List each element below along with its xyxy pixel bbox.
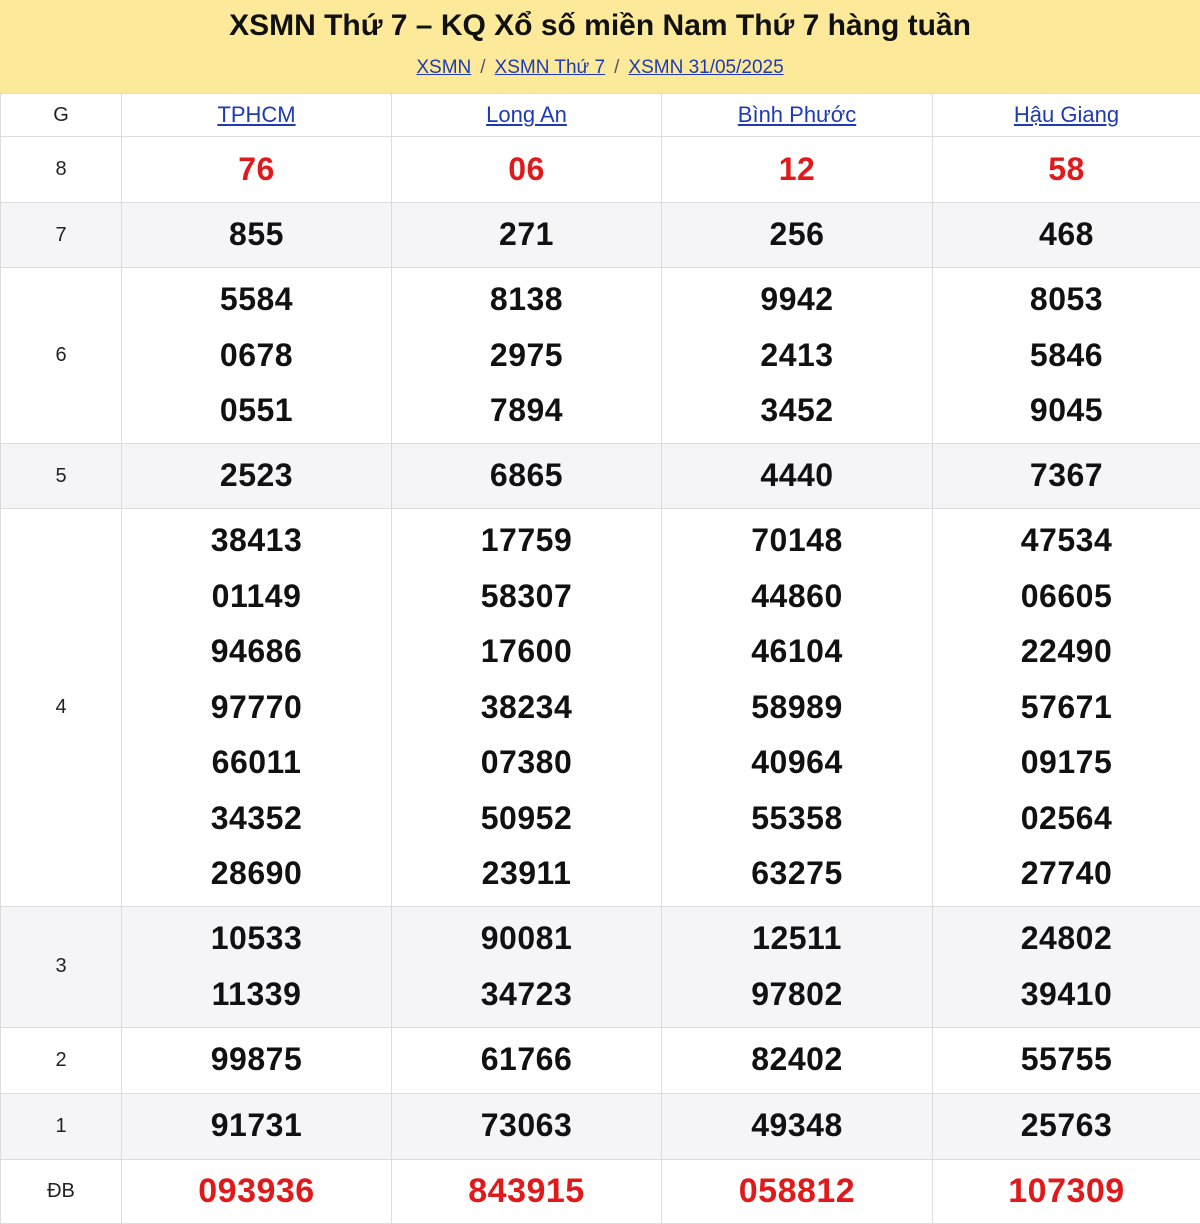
results-table (0, 93, 1200, 1224)
prize-row (1, 1027, 1200, 1093)
prize-row (1, 509, 1200, 907)
prize-number: 34352 (122, 791, 391, 847)
result-cell (122, 1093, 392, 1159)
prize-number: 11339 (122, 967, 391, 1023)
prize-number: 02564 (933, 791, 1200, 847)
prize-number: 24802 (933, 911, 1200, 967)
prize-number: 3452 (662, 383, 932, 439)
prize-number: 39410 (933, 967, 1200, 1023)
result-cell (122, 1027, 392, 1093)
prize-number: 23911 (392, 846, 661, 902)
prize-number: 82402 (662, 1032, 932, 1088)
prize-number: 55358 (662, 791, 932, 847)
prize-number: 7894 (392, 383, 661, 439)
prize-number: 17759 (392, 513, 661, 569)
prize-number: 38413 (122, 513, 391, 569)
prize-number: 44860 (662, 569, 932, 625)
result-cell (392, 268, 662, 444)
result-cell (122, 203, 392, 268)
prize-number: 855 (122, 207, 391, 263)
page-title: XSMN Thứ 7 – KQ Xổ số miền Nam Thứ 7 hàng tuần (0, 8, 1200, 44)
result-cell (933, 1027, 1200, 1093)
province-header (392, 94, 662, 137)
prize-number: 2413 (662, 328, 932, 384)
page-header (0, 0, 1200, 93)
prize-row (1, 268, 1200, 444)
prize-number: 58 (933, 142, 1200, 198)
prize-row (1, 137, 1200, 203)
prize-number: 8053 (933, 272, 1200, 328)
prize-column-header: G (1, 94, 122, 137)
prize-number: 271 (392, 207, 661, 263)
prize-number: 99875 (122, 1032, 391, 1088)
prize-number: 10533 (122, 911, 391, 967)
prize-number: 34723 (392, 967, 661, 1023)
prize-number: 2523 (122, 448, 391, 504)
prize-number: 6865 (392, 448, 661, 504)
prize-table-body (1, 137, 1200, 1224)
result-cell (392, 203, 662, 268)
prize-label: 2 (1, 1027, 122, 1093)
special-prize-number: 107309 (933, 1164, 1200, 1220)
special-prize-number: 843915 (392, 1164, 661, 1220)
prize-number: 46104 (662, 624, 932, 680)
prize-label: ĐB (1, 1159, 122, 1224)
prize-number: 9942 (662, 272, 932, 328)
prize-number: 09175 (933, 735, 1200, 791)
prize-number: 50952 (392, 791, 661, 847)
result-cell (662, 1093, 933, 1159)
breadcrumb-separator: / (480, 57, 485, 78)
result-cell (392, 1027, 662, 1093)
prize-number: 17600 (392, 624, 661, 680)
prize-number: 94686 (122, 624, 391, 680)
breadcrumb-link-date[interactable]: XSMN 31/05/2025 (628, 57, 783, 78)
prize-number: 55755 (933, 1032, 1200, 1088)
prize-label: 3 (1, 906, 122, 1027)
prize-number: 66011 (122, 735, 391, 791)
breadcrumb (0, 55, 1200, 81)
prize-number: 12511 (662, 911, 932, 967)
table-header-row (1, 94, 1200, 137)
result-cell (933, 906, 1200, 1027)
province-header (662, 94, 933, 137)
prize-number: 8138 (392, 272, 661, 328)
prize-number: 97802 (662, 967, 932, 1023)
prize-label: 8 (1, 137, 122, 203)
prize-number: 07380 (392, 735, 661, 791)
prize-number: 38234 (392, 680, 661, 736)
prize-label: 4 (1, 509, 122, 907)
result-cell (662, 1159, 933, 1224)
prize-number: 47534 (933, 513, 1200, 569)
breadcrumb-link-xsmn-thu-7[interactable]: XSMN Thứ 7 (495, 57, 606, 78)
prize-number: 06 (392, 142, 661, 198)
prize-number: 28690 (122, 846, 391, 902)
prize-number: 0678 (122, 328, 391, 384)
prize-number: 57671 (933, 680, 1200, 736)
result-cell (392, 1093, 662, 1159)
prize-label: 7 (1, 203, 122, 268)
prize-number: 22490 (933, 624, 1200, 680)
prize-number: 63275 (662, 846, 932, 902)
prize-number: 73063 (392, 1098, 661, 1154)
result-cell (933, 1159, 1200, 1224)
breadcrumb-separator: / (614, 57, 619, 78)
prize-row (1, 1159, 1200, 1224)
result-cell (662, 444, 933, 509)
prize-number: 58989 (662, 680, 932, 736)
prize-number: 27740 (933, 846, 1200, 902)
result-cell (662, 906, 933, 1027)
result-cell (122, 137, 392, 203)
province-link-hau-giang[interactable]: Hậu Giang (1014, 102, 1119, 127)
result-cell (122, 1159, 392, 1224)
result-cell (933, 509, 1200, 907)
province-header (933, 94, 1200, 137)
prize-number: 06605 (933, 569, 1200, 625)
prize-number: 49348 (662, 1098, 932, 1154)
special-prize-number: 058812 (662, 1164, 932, 1220)
prize-number: 40964 (662, 735, 932, 791)
result-cell (122, 509, 392, 907)
breadcrumb-link-xsmn[interactable]: XSMN (416, 57, 471, 78)
province-header (122, 94, 392, 137)
result-cell (662, 509, 933, 907)
province-link-tphcm[interactable]: TPHCM (217, 102, 295, 127)
result-cell (392, 509, 662, 907)
prize-row (1, 203, 1200, 268)
province-link-long-an[interactable]: Long An (486, 102, 567, 127)
prize-row (1, 906, 1200, 1027)
prize-number: 256 (662, 207, 932, 263)
province-link-binh-phuoc[interactable]: Bình Phước (738, 102, 856, 127)
prize-number: 61766 (392, 1032, 661, 1088)
prize-number: 7367 (933, 448, 1200, 504)
prize-label: 6 (1, 268, 122, 444)
special-prize-number: 093936 (122, 1164, 391, 1220)
result-cell (662, 268, 933, 444)
prize-row (1, 444, 1200, 509)
prize-number: 9045 (933, 383, 1200, 439)
prize-number: 58307 (392, 569, 661, 625)
prize-number: 5846 (933, 328, 1200, 384)
prize-row (1, 1093, 1200, 1159)
prize-number: 76 (122, 142, 391, 198)
result-cell (392, 137, 662, 203)
prize-number: 01149 (122, 569, 391, 625)
prize-number: 5584 (122, 272, 391, 328)
prize-number: 12 (662, 142, 932, 198)
result-cell (933, 203, 1200, 268)
result-cell (662, 203, 933, 268)
prize-number: 0551 (122, 383, 391, 439)
prize-number: 2975 (392, 328, 661, 384)
result-cell (392, 906, 662, 1027)
result-cell (933, 137, 1200, 203)
result-cell (662, 137, 933, 203)
result-cell (122, 268, 392, 444)
prize-number: 90081 (392, 911, 661, 967)
prize-label: 1 (1, 1093, 122, 1159)
result-cell (933, 268, 1200, 444)
result-cell (933, 1093, 1200, 1159)
prize-number: 70148 (662, 513, 932, 569)
result-cell (122, 906, 392, 1027)
result-cell (392, 444, 662, 509)
prize-number: 468 (933, 207, 1200, 263)
result-cell (122, 444, 392, 509)
prize-number: 91731 (122, 1098, 391, 1154)
result-cell (392, 1159, 662, 1224)
result-cell (933, 444, 1200, 509)
prize-number: 4440 (662, 448, 932, 504)
result-cell (662, 1027, 933, 1093)
prize-label: 5 (1, 444, 122, 509)
prize-number: 97770 (122, 680, 391, 736)
prize-number: 25763 (933, 1098, 1200, 1154)
